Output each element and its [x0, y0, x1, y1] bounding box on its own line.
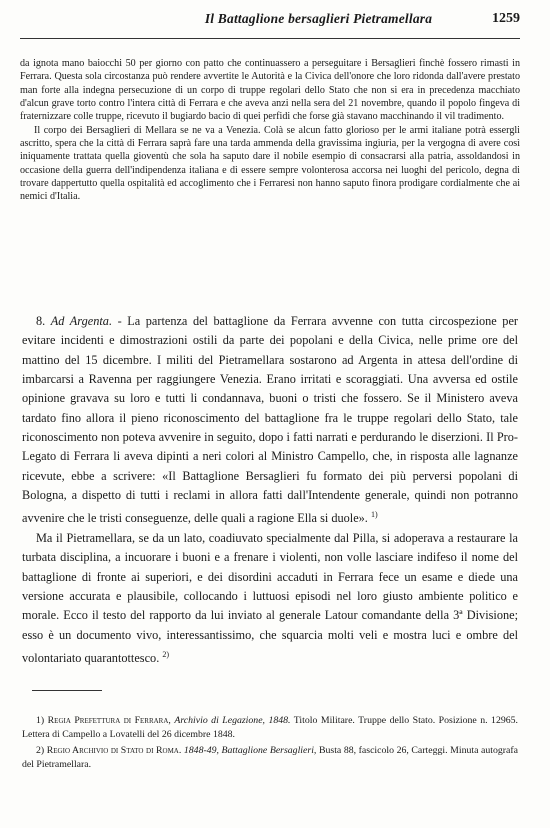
section-8 — [22, 312, 518, 668]
footnote-1-source: Regia Prefettura di Ferrara, — [47, 715, 171, 726]
quoted-report-text — [20, 57, 520, 204]
section-8-paragraph-1 — [22, 312, 518, 529]
footnote-1 — [22, 714, 518, 742]
footnote-ref-2: 2) — [162, 649, 170, 659]
section-number: 8. — [36, 314, 46, 328]
running-title: Il Battaglione bersaglieri Pietramellara — [204, 11, 433, 26]
footnote-2-source: Regio Archivio di Stato di Roma. — [46, 745, 182, 756]
section-8-paragraph-2 — [22, 529, 518, 669]
footnote-2-marker: 2) — [36, 745, 45, 756]
footnotes — [22, 714, 518, 774]
footnote-1-rest: Titolo Militare. Truppe dello Stato. Posizione n. 12965. Lettera di Campello a Lovatelli del 26 dicembre 1848. — [22, 715, 518, 740]
running-header — [145, 8, 520, 30]
header-rule — [20, 38, 520, 39]
quoted-paragraph-1: da ignota mano baiocchi 50 per giorno con patto che continuassero a perseguitare i Bersaglieri finchè fossero rimasti in Ferrara. Questa sola circostanza può rendere avvertite le Autorità e la Civica dell'onore che loro ridonda dall'avere prestato man forte alla indegna persecuzione di un corpo di truppe regolari dello Stato che non si era in precedenza macchiato d'alcun grave torto contro l'intera città di Ferrara e che aveva anzi nella sera del 21 novembre, quando il popolo fingeva di fraternizzare colle truppe, ricevuto il bugiardo bacio di quei perfidi che forse già stavano macchinando il vil tradimento. — [20, 58, 520, 123]
paragraph-2-text: Ma il Pietramellara, se da un lato, coadiuvato specialmente dal Pilla, si adoperava a restaurare la turbata disciplina, a incuorare i buoni e a frenare i violenti, non volle lasciare indifeso il nome del battaglione di fronte ai superiori, e dei disordini accaduti in Ferrara fece un esame e diede una versione accurata e plausibile, collocando i luttuosi episodi nel loro giusto ambiente politico e morale. Ecco il testo del rapporto da lui inviato al generale Latour comandante della 3ª Divisione; esso è un documento vivo, interessantissimo, che squarcia molti veli e mostra luci e ombre del volontariato quarantottesco. — [22, 530, 518, 666]
footnote-1-marker: 1) — [36, 715, 45, 726]
footnote-2-title: 1848-49, Battaglione Bersaglieri, — [183, 745, 317, 756]
section-title: Ad Argenta. — [50, 314, 113, 328]
footnote-2-rest: Busta 88, fascicolo 26, Carteggi. Minuta autografa del Pietramellara. — [22, 745, 519, 770]
quoted-paragraph-2: Il corpo dei Bersaglieri di Mellara se ne va a Venezia. Colà se alcun fatto glorioso per le armi italiane potrà essergli ascritto, spera che la città di Ferrara saprà fare una tarda ammenda della gravissima ingiuria, per la vergogna di avere così iniquamente trattata quella gioventù che sola ha saputo dare il nobile esempio di consacrarsi alla patria, assoldandosi in occasione della guerra dell'indipendenza italiana e di essere sempre volonterosa accorsa nei luoghi del pericolo, degna di trovare dappertutto quella ospitalità ed accoglimento che i Ferraresi non hanno saputo finora prodigare cordialmente che ai nemici d'Italia. — [20, 124, 520, 203]
footnote-1-title: Archivio di Legazione, 1848. — [174, 715, 291, 726]
paragraph-1-text: - La partenza del battaglione da Ferrara avvenne con tutta circospezione per evitare incidenti e dimostrazioni ostili da parte dei popolani e della Civica, nelle prime ore del mattino del 15 dicembre. I militi del Pietramellara sostarono ad Argenta in attesa dell'ordine di imbarcarsi a Ravenna per raggiungere Venezia. Erano irritati e scoraggiati. Una avversa ed ostile opinione gravava su loro e tutti li condannava, buoni o tristi che fossero. Se il Ministero aveva tardato fino allora il pieno riconoscimento del battaglione fra le truppe regolari dello Stato, tale riconoscimento non poteva avvenire in seguito, dopo i fatti narrati e perdurando le diserzioni. Il Pro-Legato di Ferrara li aveva dipinti a neri colori al Ministro Campello, che, in risposta alle lagnanze ricevute, ebbe a scrivere: «Il Battaglione Bersaglieri fu formato dei più perversi popolani di Bologna, a dispetto di tutti i reclami in allora fatti dall'Intendente generale, quindi non potranno avvenire che le tristi conseguenze, delle quali a ragione Ella si duole». — [22, 314, 519, 526]
page-number: 1259 — [492, 11, 520, 26]
footnote-2 — [22, 744, 518, 772]
footnote-ref-1: 1) — [370, 510, 378, 520]
footnote-rule — [32, 690, 102, 691]
